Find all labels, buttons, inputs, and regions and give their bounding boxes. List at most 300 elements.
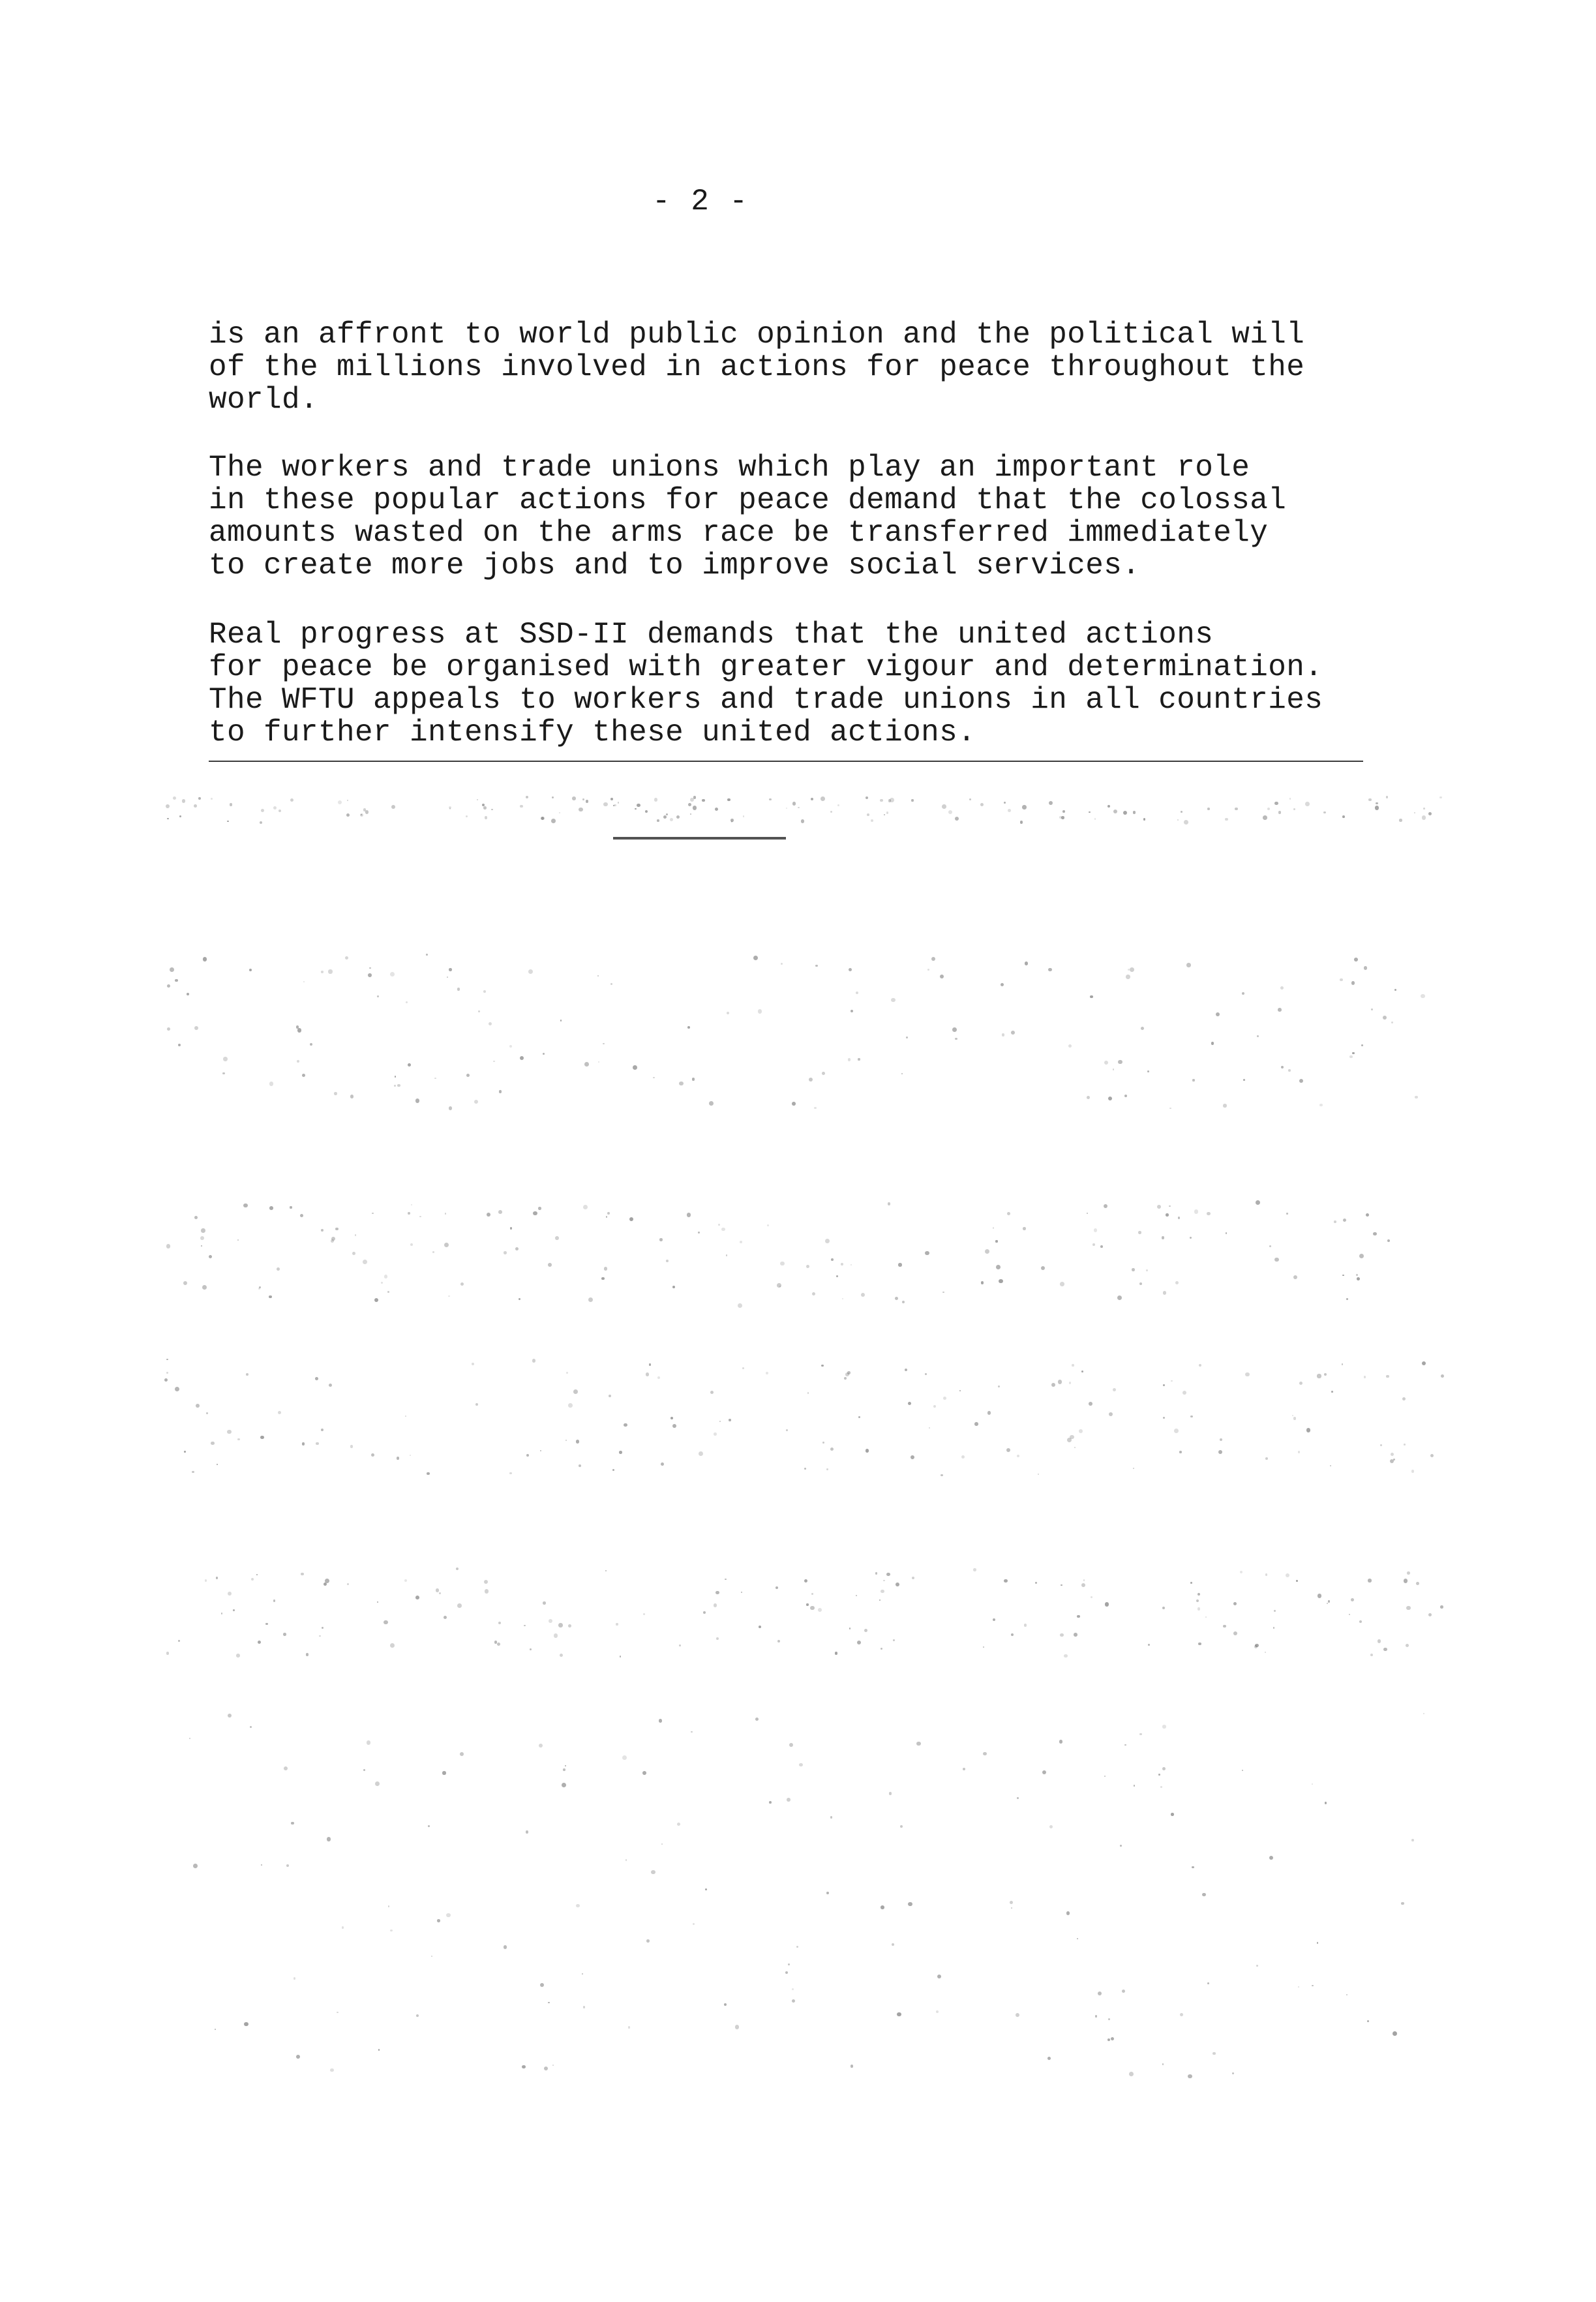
scan-speck [1091, 1596, 1092, 1598]
scan-speck [221, 1613, 222, 1614]
scan-speck [504, 1251, 507, 1254]
scan-speck [881, 1905, 884, 1909]
scan-speck [265, 1623, 268, 1626]
scan-speck [384, 1620, 387, 1624]
scan-speck [735, 2025, 740, 2029]
scan-speck [1346, 1298, 1348, 1300]
scan-speck [1364, 966, 1367, 969]
scan-speck [1317, 1594, 1322, 1598]
scan-speck [881, 1648, 882, 1650]
scan-speck [290, 798, 294, 802]
scan-speck [1340, 978, 1342, 981]
scan-speck [775, 1586, 778, 1589]
scan-speck [1220, 1438, 1222, 1441]
scan-speck [743, 815, 745, 817]
scan-speck [1066, 1911, 1070, 1915]
scan-speck [1380, 1444, 1382, 1446]
scan-speck [1368, 1579, 1371, 1582]
scan-speck [1265, 1457, 1269, 1461]
scan-speck [1378, 1639, 1381, 1643]
scan-speck [223, 1057, 227, 1061]
scan-speck [493, 1061, 495, 1063]
scan-speck [1139, 1282, 1142, 1285]
scan-speck [485, 816, 487, 819]
scan-speck [1017, 1455, 1019, 1457]
scan-speck [321, 971, 323, 973]
scan-speck [792, 1988, 794, 1990]
scan-speck [1010, 1901, 1013, 1904]
scan-speck [666, 813, 668, 815]
scan-speck [777, 1283, 781, 1288]
scan-speck [444, 1243, 449, 1247]
scan-speck [729, 1419, 730, 1421]
scan-speck [273, 806, 277, 810]
scan-speck [319, 1635, 320, 1637]
scan-speck [1162, 2063, 1164, 2065]
scan-speck [552, 2065, 554, 2066]
scan-speck [649, 1363, 652, 1366]
scan-speck [780, 1262, 784, 1265]
scan-speck [582, 1973, 584, 1975]
scan-speck [1319, 1104, 1323, 1107]
scan-speck [1023, 1227, 1025, 1230]
scan-speck [1061, 816, 1064, 819]
scan-speck [810, 1606, 815, 1611]
scan-speck [1265, 1573, 1267, 1575]
scan-speck [445, 1213, 447, 1215]
scan-speck [1184, 820, 1188, 825]
scan-speck [228, 1714, 232, 1718]
scan-speck [884, 814, 885, 815]
scan-speck [1016, 2013, 1019, 2017]
scan-speck [1376, 802, 1378, 804]
scan-speck [329, 1384, 333, 1387]
scan-speck [193, 1864, 198, 1868]
scan-speck [693, 1923, 695, 1925]
scan-speck [559, 812, 560, 813]
scan-speck [522, 2065, 526, 2069]
scan-speck [911, 799, 913, 801]
scan-speck [1352, 1052, 1354, 1054]
scan-speck [519, 1298, 520, 1300]
scan-speck [436, 1588, 439, 1592]
scan-speck [902, 1301, 905, 1303]
scan-speck [203, 957, 207, 961]
scan-speck [303, 981, 305, 982]
scan-speck [296, 1025, 299, 1028]
scan-speck [1077, 1938, 1078, 1939]
scan-speck [1087, 1213, 1088, 1214]
scan-speck [1274, 802, 1278, 805]
scan-speck [807, 1392, 809, 1393]
scan-speck [1196, 1599, 1199, 1602]
scan-speck [391, 805, 395, 809]
scan-speck [657, 819, 659, 822]
scan-speck [1104, 1204, 1107, 1208]
scan-speck [651, 1870, 655, 1875]
scan-speck [1386, 1375, 1389, 1378]
scan-speck [888, 799, 892, 802]
scan-speck [1061, 1584, 1062, 1586]
scan-speck [690, 798, 694, 802]
scan-speck [1109, 1412, 1113, 1416]
scan-speck [538, 1207, 541, 1209]
scan-speck [526, 1830, 529, 1834]
scan-speck [1004, 1579, 1007, 1583]
scan-speck [584, 1062, 589, 1067]
scan-speck [1118, 1060, 1122, 1064]
scan-speck [588, 1297, 593, 1302]
scan-speck [1004, 802, 1006, 804]
scan-speck [1423, 808, 1425, 810]
scan-speck [406, 1001, 408, 1003]
scan-speck [466, 815, 468, 817]
scan-speck [937, 1975, 942, 1979]
scan-speck [792, 1102, 796, 1106]
scan-speck [1087, 1096, 1090, 1099]
scan-speck [898, 1263, 901, 1266]
scan-speck [347, 800, 348, 801]
scan-speck [504, 1945, 507, 1948]
scan-speck [1067, 1438, 1072, 1442]
scan-speck [1406, 1644, 1409, 1647]
scan-speck [233, 1609, 235, 1611]
scan-speck [875, 1572, 878, 1575]
scan-speck [1060, 1282, 1064, 1286]
scan-speck [230, 803, 232, 806]
scan-speck [1232, 2072, 1234, 2074]
scan-speck [394, 1085, 396, 1087]
scan-speck [1202, 1893, 1205, 1896]
scan-speck [1120, 1845, 1122, 1847]
scan-speck [1406, 1606, 1411, 1611]
scan-speck [216, 1577, 218, 1579]
scan-speck [836, 1275, 839, 1278]
scan-speck [856, 992, 858, 994]
scan-speck [367, 1740, 370, 1744]
scan-speck [1349, 1055, 1352, 1058]
scan-speck [170, 967, 174, 972]
scan-speck [457, 988, 460, 990]
scan-speck [205, 1579, 207, 1582]
scan-speck [363, 1769, 365, 1771]
scan-speck [397, 1457, 399, 1459]
scan-speck [1330, 1465, 1331, 1466]
scan-speck [798, 807, 800, 809]
scan-speck [942, 1292, 944, 1293]
scan-speck [405, 1416, 406, 1417]
scan-speck [244, 2022, 248, 2027]
scan-speck [821, 1365, 824, 1367]
scan-speck [375, 1781, 380, 1786]
scan-speck [906, 1037, 908, 1038]
scan-speck [449, 806, 451, 809]
scan-speck [822, 1072, 825, 1075]
scan-speck [645, 810, 648, 813]
scan-speck [698, 1232, 700, 1234]
scan-speck [788, 1963, 790, 1966]
scan-speck [676, 815, 680, 819]
scan-speck [1177, 819, 1179, 821]
scan-speck [955, 817, 959, 821]
scan-speck [565, 1765, 566, 1766]
scan-speck [993, 1618, 995, 1621]
scan-speck [1211, 1042, 1214, 1044]
scan-speck [830, 1816, 832, 1818]
scan-speck [1049, 1825, 1053, 1828]
scan-speck [166, 1652, 170, 1655]
scan-speck [321, 1229, 324, 1232]
scan-speck [444, 1616, 447, 1619]
scan-speck [1079, 1429, 1083, 1433]
scan-speck [1394, 989, 1396, 991]
scan-speck [710, 1391, 714, 1395]
scan-speck [1133, 1468, 1134, 1469]
scan-speck [1162, 1236, 1164, 1239]
scan-speck [1312, 1783, 1313, 1785]
scan-speck [167, 1027, 170, 1031]
scan-speck [187, 993, 189, 995]
scan-speck [969, 798, 972, 801]
scan-speck [822, 1442, 825, 1444]
scan-speck [619, 1451, 622, 1454]
scan-speck [1265, 1652, 1266, 1653]
scan-speck [604, 1267, 608, 1271]
scan-speck [484, 1580, 488, 1584]
scan-speck [560, 1020, 562, 1022]
scan-speck [659, 1238, 662, 1241]
scan-speck [381, 1282, 383, 1284]
scan-speck [1198, 1643, 1201, 1646]
scan-speck [474, 1100, 478, 1104]
scan-speck [549, 1619, 552, 1623]
scan-speck [789, 1743, 793, 1747]
scan-speck [442, 1771, 445, 1774]
scan-speck [1207, 1982, 1209, 1984]
scan-speck [842, 1298, 844, 1300]
scan-speck [540, 1983, 544, 1987]
scan-speck [961, 1455, 965, 1459]
scan-speck [1111, 2037, 1114, 2040]
scan-speck [1383, 1648, 1387, 1651]
scan-speck [237, 1438, 240, 1441]
scan-speck [952, 1027, 957, 1032]
scan-speck [1113, 1068, 1114, 1070]
scan-speck [721, 1228, 725, 1232]
scan-speck [883, 1580, 884, 1581]
scan-speck [1047, 2057, 1051, 2060]
scan-speck [1324, 1373, 1327, 1376]
scan-speck [1233, 1631, 1237, 1635]
scan-speck [1430, 1454, 1434, 1457]
scan-speck [769, 1801, 772, 1804]
scan-speck [759, 1626, 761, 1628]
scan-speck [1002, 1033, 1004, 1036]
scan-speck [811, 798, 813, 800]
scan-speck [1373, 1232, 1376, 1235]
scan-speck [995, 1240, 997, 1242]
scan-speck [633, 1065, 637, 1070]
scan-speck [301, 1573, 304, 1576]
scan-speck [290, 1206, 292, 1208]
scan-speck [714, 1432, 717, 1436]
scan-speck [1334, 1220, 1336, 1223]
scan-speck [1074, 1633, 1077, 1637]
scan-speck [249, 969, 252, 971]
scan-speck [1163, 1291, 1166, 1294]
scan-speck [566, 1372, 568, 1374]
scan-speck [905, 1369, 907, 1371]
scan-speck [996, 1265, 1001, 1269]
scan-speck [184, 1451, 186, 1453]
scan-speck [206, 1412, 208, 1414]
scan-speck [646, 1372, 649, 1376]
scan-speck [194, 804, 197, 808]
scan-speck [687, 1213, 691, 1217]
scan-speck [856, 1595, 857, 1596]
paragraph-1: is an affront to world public opinion and the political will of the millions involved in actions for peace throughout the world. [209, 318, 1305, 417]
scan-speck [1391, 1453, 1394, 1456]
scan-speck [628, 2026, 631, 2029]
scan-speck [1169, 1205, 1171, 1207]
scan-speck [942, 804, 946, 809]
scan-speck [993, 1227, 995, 1229]
scan-speck [1188, 2074, 1192, 2078]
scan-speck [166, 804, 170, 809]
scan-speck [1158, 1774, 1160, 1776]
scan-speck [1178, 1217, 1180, 1219]
scan-speck [831, 1258, 834, 1261]
scan-speck [1020, 821, 1023, 823]
scan-speck [369, 967, 370, 969]
scan-speck [1243, 1079, 1245, 1081]
scan-speck [1139, 1733, 1142, 1736]
scan-speck [597, 975, 599, 977]
scan-speck [908, 1402, 911, 1405]
scan-speck [237, 1239, 239, 1241]
scan-speck [861, 1293, 865, 1297]
scan-speck [345, 956, 348, 960]
scan-speck [1393, 2031, 1397, 2036]
scan-speck [227, 1430, 232, 1434]
scan-speck [1089, 1402, 1092, 1406]
scan-speck [408, 1212, 410, 1215]
scan-speck [377, 1601, 378, 1603]
scan-speck [830, 1447, 834, 1451]
scan-speck [283, 1633, 286, 1636]
scan-speck [786, 1429, 788, 1431]
scan-speck [1386, 796, 1388, 798]
scan-speck [1059, 1740, 1062, 1743]
scan-speck [446, 1913, 450, 1917]
scan-speck [532, 1359, 536, 1363]
scan-speck [583, 2006, 585, 2008]
scan-speck [629, 1217, 633, 1221]
scan-speck [693, 806, 697, 810]
scan-speck [544, 2067, 548, 2070]
scan-speck [1351, 1598, 1354, 1601]
scan-speck [679, 1644, 681, 1646]
scan-speck [1423, 1713, 1424, 1714]
scan-speck [1180, 2013, 1183, 2016]
scan-speck [562, 1783, 566, 1787]
scan-speck [395, 1076, 397, 1078]
scan-speck [1391, 1022, 1393, 1023]
scan-speck [328, 969, 332, 973]
scan-speck [1370, 1654, 1373, 1656]
scan-speck [286, 1864, 289, 1867]
scan-speck [1205, 1616, 1207, 1618]
scan-speck [166, 1359, 168, 1361]
scan-speck [1286, 1573, 1289, 1577]
scan-speck [866, 1449, 869, 1453]
scan-speck [568, 1624, 571, 1628]
scan-speck [200, 1236, 205, 1241]
scan-speck [1134, 1785, 1136, 1787]
scan-speck [1439, 796, 1441, 798]
scan-speck [1317, 1374, 1321, 1378]
scan-speck [777, 1640, 780, 1643]
scan-speck [528, 969, 533, 974]
scan-speck [350, 1095, 354, 1098]
scan-speck [1074, 1447, 1076, 1448]
scan-speck [579, 808, 583, 812]
scan-speck [466, 1074, 470, 1077]
scan-speck [1011, 1031, 1015, 1035]
scan-speck [1107, 2038, 1110, 2041]
scan-speck [974, 1422, 978, 1426]
scan-speck [1059, 816, 1062, 819]
scan-speck [1098, 1992, 1102, 1995]
scan-speck [1292, 1415, 1293, 1416]
scan-speck [948, 810, 952, 814]
scan-speck [985, 1249, 989, 1254]
scan-speck [483, 990, 486, 993]
scan-speck [565, 1440, 567, 1441]
scan-speck [346, 813, 350, 817]
scan-speck [814, 1107, 816, 1109]
scan-speck [1296, 1580, 1298, 1582]
scan-speck [1194, 1209, 1198, 1213]
scan-speck [1235, 808, 1237, 810]
scan-speck [1305, 802, 1310, 806]
scan-speck [625, 1859, 627, 1861]
scan-speck [980, 803, 984, 807]
scan-speck [541, 817, 544, 820]
scan-speck [1331, 1391, 1333, 1393]
scan-speck [871, 819, 873, 822]
scan-speck [703, 1611, 706, 1614]
scan-speck [460, 1752, 464, 1756]
scan-speck [851, 2065, 854, 2068]
scan-speck [548, 2002, 550, 2004]
scan-speck [1190, 1237, 1191, 1238]
scan-speck [670, 818, 673, 821]
scan-speck [491, 809, 492, 810]
scan-speck [510, 1227, 512, 1229]
scan-speck [785, 1971, 789, 1975]
scan-speck [1160, 1786, 1162, 1788]
page-number: - 2 - [652, 185, 749, 219]
scan-speck [603, 802, 607, 806]
scan-speck [1293, 1417, 1296, 1419]
scan-speck [622, 1755, 627, 1760]
scan-speck [781, 963, 783, 965]
scan-speck [973, 1568, 976, 1571]
scan-speck [1122, 1990, 1125, 1993]
scan-speck [1062, 810, 1065, 813]
scan-speck [1068, 1044, 1072, 1048]
